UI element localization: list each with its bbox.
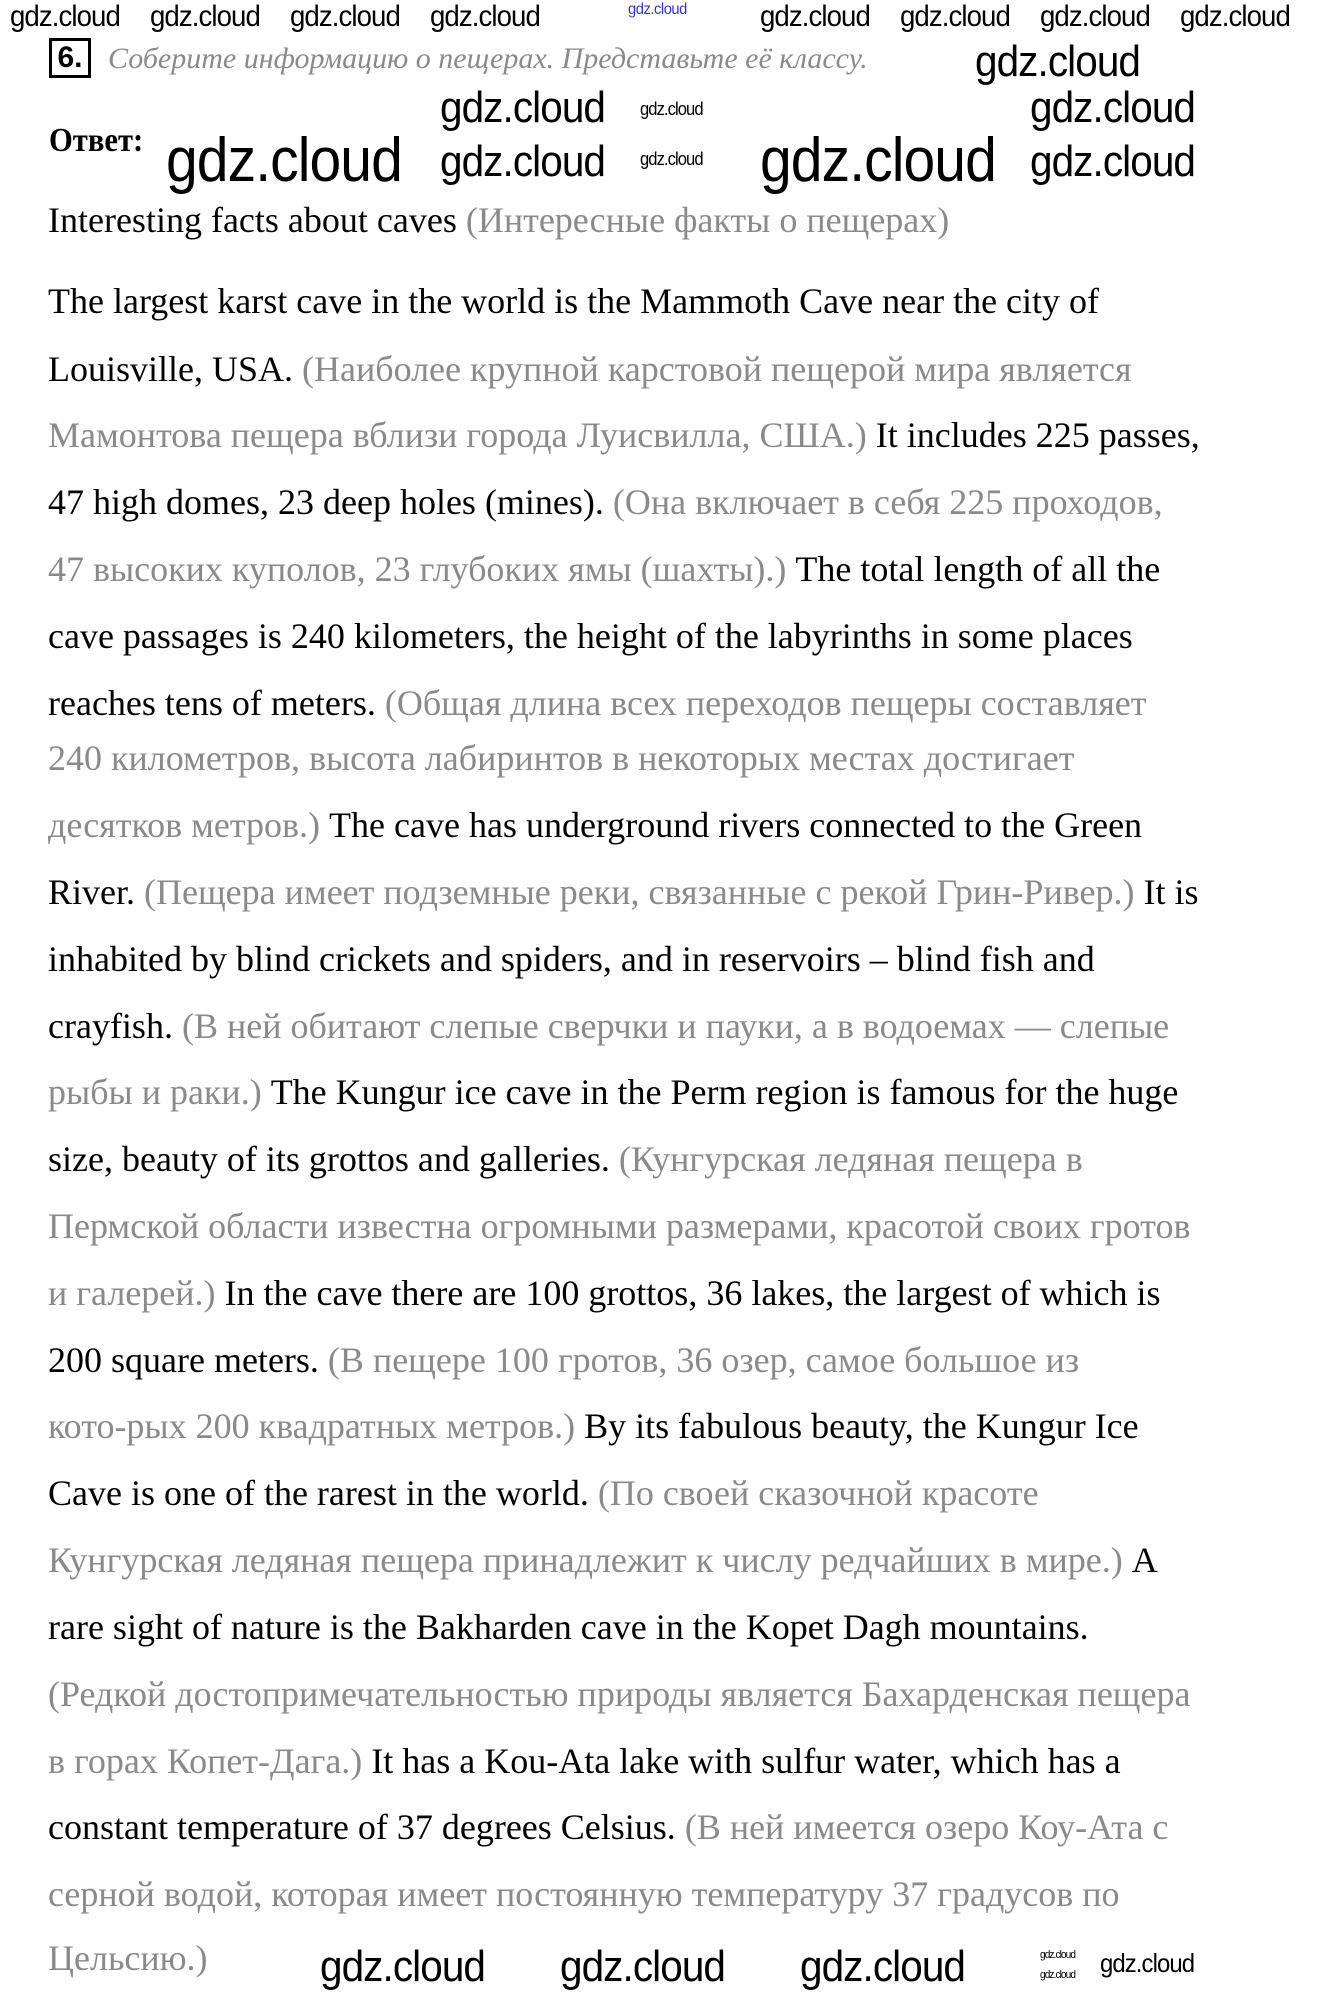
russian-translation: Мамонтова пещера вблизи города Луисвилла, США.) [48, 415, 876, 455]
watermark: gdz.cloud [560, 1942, 726, 1991]
text-line [48, 1807, 1168, 1847]
russian-translation: (В ней обитают слепые сверчки и пауки, а в водоемах — слепые [181, 1006, 1170, 1046]
text-line [48, 200, 949, 240]
watermark: gdz.cloud [1180, 0, 1290, 33]
watermark: gdz.cloud [900, 0, 1010, 33]
watermark: gdz.cloud [290, 0, 400, 33]
text-line [48, 1674, 1190, 1714]
russian-translation: серной водой, которая имеет постоянную температуру 37 градусов по [48, 1874, 1120, 1914]
russian-translation: 240 километров, высота лабиринтов в некоторых местах достигает [48, 738, 1075, 778]
text-line [48, 683, 1146, 723]
english-text: inhabited by blind crickets and spiders, and in reservoirs – blind fish and [48, 939, 1095, 979]
russian-translation: (По своей сказочной красоте [597, 1473, 1039, 1513]
text-line [48, 1139, 1083, 1179]
answer-label: Ответ: [49, 122, 144, 159]
english-text: crayfish. [48, 1006, 182, 1046]
text-line [48, 1938, 208, 1978]
text-line [48, 1006, 1169, 1046]
russian-translation: (В пещере 100 гротов, 36 озер, самое большое из [327, 1340, 1080, 1380]
text-line [48, 281, 1099, 321]
watermark: gdz.cloud [320, 1942, 486, 1991]
russian-translation: рыбы и раки.) [48, 1072, 271, 1112]
english-text: The cave has underground rivers connected to the Green [329, 805, 1143, 845]
russian-translation: кото-рых 200 квадратных метров.) [48, 1406, 585, 1446]
text-line [48, 1206, 1190, 1246]
russian-translation: (Наиболее крупной карстовой пещерой мира является [302, 349, 1132, 389]
english-text: River. [48, 872, 144, 912]
russian-translation: (Интересные факты о пещерах) [465, 200, 950, 240]
russian-translation: Цельсию.) [48, 1938, 208, 1978]
watermark: gdz.cloud [640, 99, 703, 119]
english-text: reaches tens of meters. [48, 683, 385, 723]
text-line [48, 738, 1074, 778]
watermark: gdz.cloud [975, 37, 1141, 86]
text-line [48, 1607, 1089, 1647]
english-text: constant temperature of 37 degrees Celsius. [48, 1807, 685, 1847]
english-text: The Kungur ice cave in the Perm region is famous for the huge [270, 1072, 1179, 1112]
text-line [48, 1874, 1120, 1914]
russian-translation: Пермской области известна огромными размерами, красотой своих гротов [48, 1206, 1191, 1246]
english-text: rare sight of nature is the Bakharden cave in the Kopet Dagh mountains. [48, 1607, 1089, 1647]
english-text: 47 high domes, 23 deep holes (mines). [48, 482, 613, 522]
text-line [48, 1340, 1079, 1380]
watermark: gdz.cloud [166, 126, 402, 195]
russian-translation: (Общая длина всех переходов пещеры составляет [384, 683, 1147, 723]
text-line [48, 939, 1095, 979]
english-text: Louisville, USA. [48, 349, 303, 389]
watermark: gdz.cloud [640, 149, 703, 169]
watermark: gdz.cloud [440, 83, 606, 132]
text-line [48, 872, 1198, 912]
english-text: A [1131, 1540, 1158, 1580]
watermark: gdz.cloud [1040, 0, 1150, 33]
english-text: It includes 225 passes, [875, 415, 1200, 455]
watermark: gdz.cloud [10, 0, 120, 33]
text-line [48, 1406, 1139, 1446]
text-line [48, 1540, 1158, 1580]
english-text: The largest karst cave in the world is the Mammoth Cave near the city of [48, 281, 1100, 321]
russian-translation: (Редкой достопримечательностью природы является Бахарденская пещера [48, 1674, 1191, 1714]
english-text: size, beauty of its grottos and galleries. [48, 1139, 619, 1179]
text-line [48, 549, 1160, 589]
text-line [48, 1473, 1039, 1513]
text-line [48, 805, 1142, 845]
text-line [48, 1741, 1121, 1781]
russian-translation: Кунгурская ледяная пещера принадлежит к числу редчайших в мире.) [48, 1540, 1132, 1580]
russian-translation: (Кунгурская ледяная пещера в [618, 1139, 1083, 1179]
text-line [48, 1273, 1161, 1313]
watermark: gdz.cloud [760, 126, 996, 195]
russian-translation: (Она включает в себя 225 проходов, [612, 482, 1163, 522]
watermark: gdz.cloud [430, 0, 540, 33]
english-text: Cave is one of the rarest in the world. [48, 1473, 598, 1513]
russian-translation: и галерей.) [48, 1273, 225, 1313]
english-text: In the cave there are 100 grottos, 36 lakes, the largest of which is [224, 1273, 1161, 1313]
russian-translation: 47 высоких куполов, 23 глубоких ямы (шахты).) [48, 549, 796, 589]
text-line [48, 415, 1200, 455]
english-text: By its fabulous beauty, the Kungur Ice [584, 1406, 1139, 1446]
watermark: gdz.cloud [1030, 83, 1196, 132]
english-text: It is [1143, 872, 1199, 912]
watermark: gdz.cloud [440, 137, 606, 186]
watermark: gdz.cloud [800, 1942, 966, 1991]
english-text: The total length of all the [795, 549, 1161, 589]
text-line [48, 482, 1163, 522]
russian-translation: (В ней имеется озеро Коу-Ата с [684, 1807, 1169, 1847]
header-watermark: gdz.cloud [628, 1, 687, 18]
english-text: It has a Kou-Ata lake with sulfur water, which has a [371, 1741, 1121, 1781]
english-text: cave passages is 240 kilometers, the height of the labyrinths in some places [48, 616, 1133, 656]
russian-translation: (Пещера имеет подземные реки, связанные с рекой Грин-Ривер.) [144, 872, 1144, 912]
russian-translation: в горах Копет-Дага.) [48, 1741, 372, 1781]
question-text: Соберите информацию о пещерах. Представьте её классу. [108, 42, 868, 75]
watermark: gdz.cloud [1100, 1948, 1195, 1978]
watermark: gdz.cloud [150, 0, 260, 33]
russian-translation: десятков метров.) [48, 805, 330, 845]
watermark: gdz.cloud [1040, 1949, 1076, 1961]
watermark: gdz.cloud [760, 0, 870, 33]
english-text: Interesting facts about caves [48, 200, 466, 240]
english-text: 200 square meters. [48, 1340, 328, 1380]
text-line [48, 616, 1133, 656]
question-number: 6. [49, 38, 91, 78]
watermark: gdz.cloud [1030, 137, 1196, 186]
text-line [48, 349, 1132, 389]
watermark: gdz.cloud [1040, 1969, 1076, 1981]
text-line [48, 1072, 1178, 1112]
